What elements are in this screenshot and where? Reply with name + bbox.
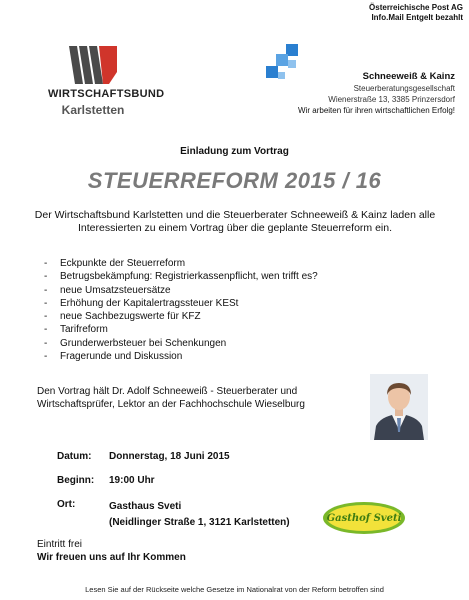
invitation-heading: Einladung zum Vortrag <box>180 146 289 157</box>
date-value: Donnerstag, 18 Juni 2015 <box>109 451 230 462</box>
list-item: - neue Sachbezugswerte für KFZ <box>44 311 201 323</box>
entry-welcome: Wir freuen uns auf Ihr Kommen <box>37 552 186 563</box>
firm-address: Wienerstraße 13, 3385 Prinzersdorf <box>328 95 455 104</box>
speaker-paragraph: Den Vortrag hält Dr. Adolf Schneeweiß - Steuerberater und Wirtschaftsprüfer, Lektor an der Fachhochschule Wieselburg <box>37 386 305 410</box>
speaker-photo <box>370 374 428 440</box>
list-item: - neue Umsatzsteuersätze <box>44 284 171 296</box>
postage-note <box>369 3 463 23</box>
list-item: - Tarifreform <box>44 324 108 336</box>
wirtschaftsbund-name: WIRTSCHAFTSBUND <box>48 88 165 100</box>
postage-line-1: Österreichische Post AG <box>369 3 463 12</box>
place-value <box>109 499 290 531</box>
list-item: - Erhöhung der Kapitalertragssteuer KESt <box>44 297 239 309</box>
place-name: Gasthaus Sveti <box>109 501 182 512</box>
topics-list <box>44 257 318 363</box>
schneeweiss-kainz-info <box>298 70 455 116</box>
begin-value: 19:00 Uhr <box>109 475 155 486</box>
firm-tagline: Wir arbeiten für ihren wirtschaftlichen Erfolg! <box>298 106 455 115</box>
svg-text:Gasthof Sveti: Gasthof Sveti <box>326 513 402 524</box>
list-item: - Betrugsbekämpfung: Registrierkassenpflicht, wen trifft es? <box>44 271 318 283</box>
date-label: Datum: <box>57 451 92 462</box>
list-item: - Eckpunkte der Steuerreform <box>44 258 186 269</box>
wirtschaftsbund-logo <box>48 46 165 120</box>
firm-name: Schneeweiß & Kainz <box>362 71 455 82</box>
list-item: - Fragerunde und Diskussion <box>44 351 183 363</box>
footer-note: Lesen Sie auf der Rückseite welche Gesetze im Nationalrat von der Reform betroffen sind <box>85 585 384 594</box>
place-address: (Neidlinger Straße 1, 3121 Karlstetten) <box>109 517 290 528</box>
firm-subtitle: Steuerberatungsgesellschaft <box>353 84 455 93</box>
gasthof-sveti-logo <box>322 501 406 535</box>
page-title: STEUERREFORM 2015 / 16 <box>87 168 382 193</box>
list-item: - Grunderwerbsteuer bei Schenkungen <box>44 337 227 349</box>
place-label: Ort: <box>57 499 76 510</box>
entry-free: Eintritt frei <box>37 539 83 550</box>
begin-label: Beginn: <box>57 475 95 486</box>
wirtschaftsbund-place: Karlstetten <box>61 103 125 117</box>
postage-line-2: Info.Mail Entgelt bezahlt <box>371 13 463 22</box>
intro-paragraph: Der Wirtschaftsbund Karlstetten und die Steuerberater Schneeweiß & Kainz laden alle Interessierten zu einem Vortrag über die geplante Steuerreform ein. <box>34 209 436 234</box>
wirtschaftsbund-mark-icon <box>69 46 117 84</box>
entry-note <box>37 538 186 564</box>
